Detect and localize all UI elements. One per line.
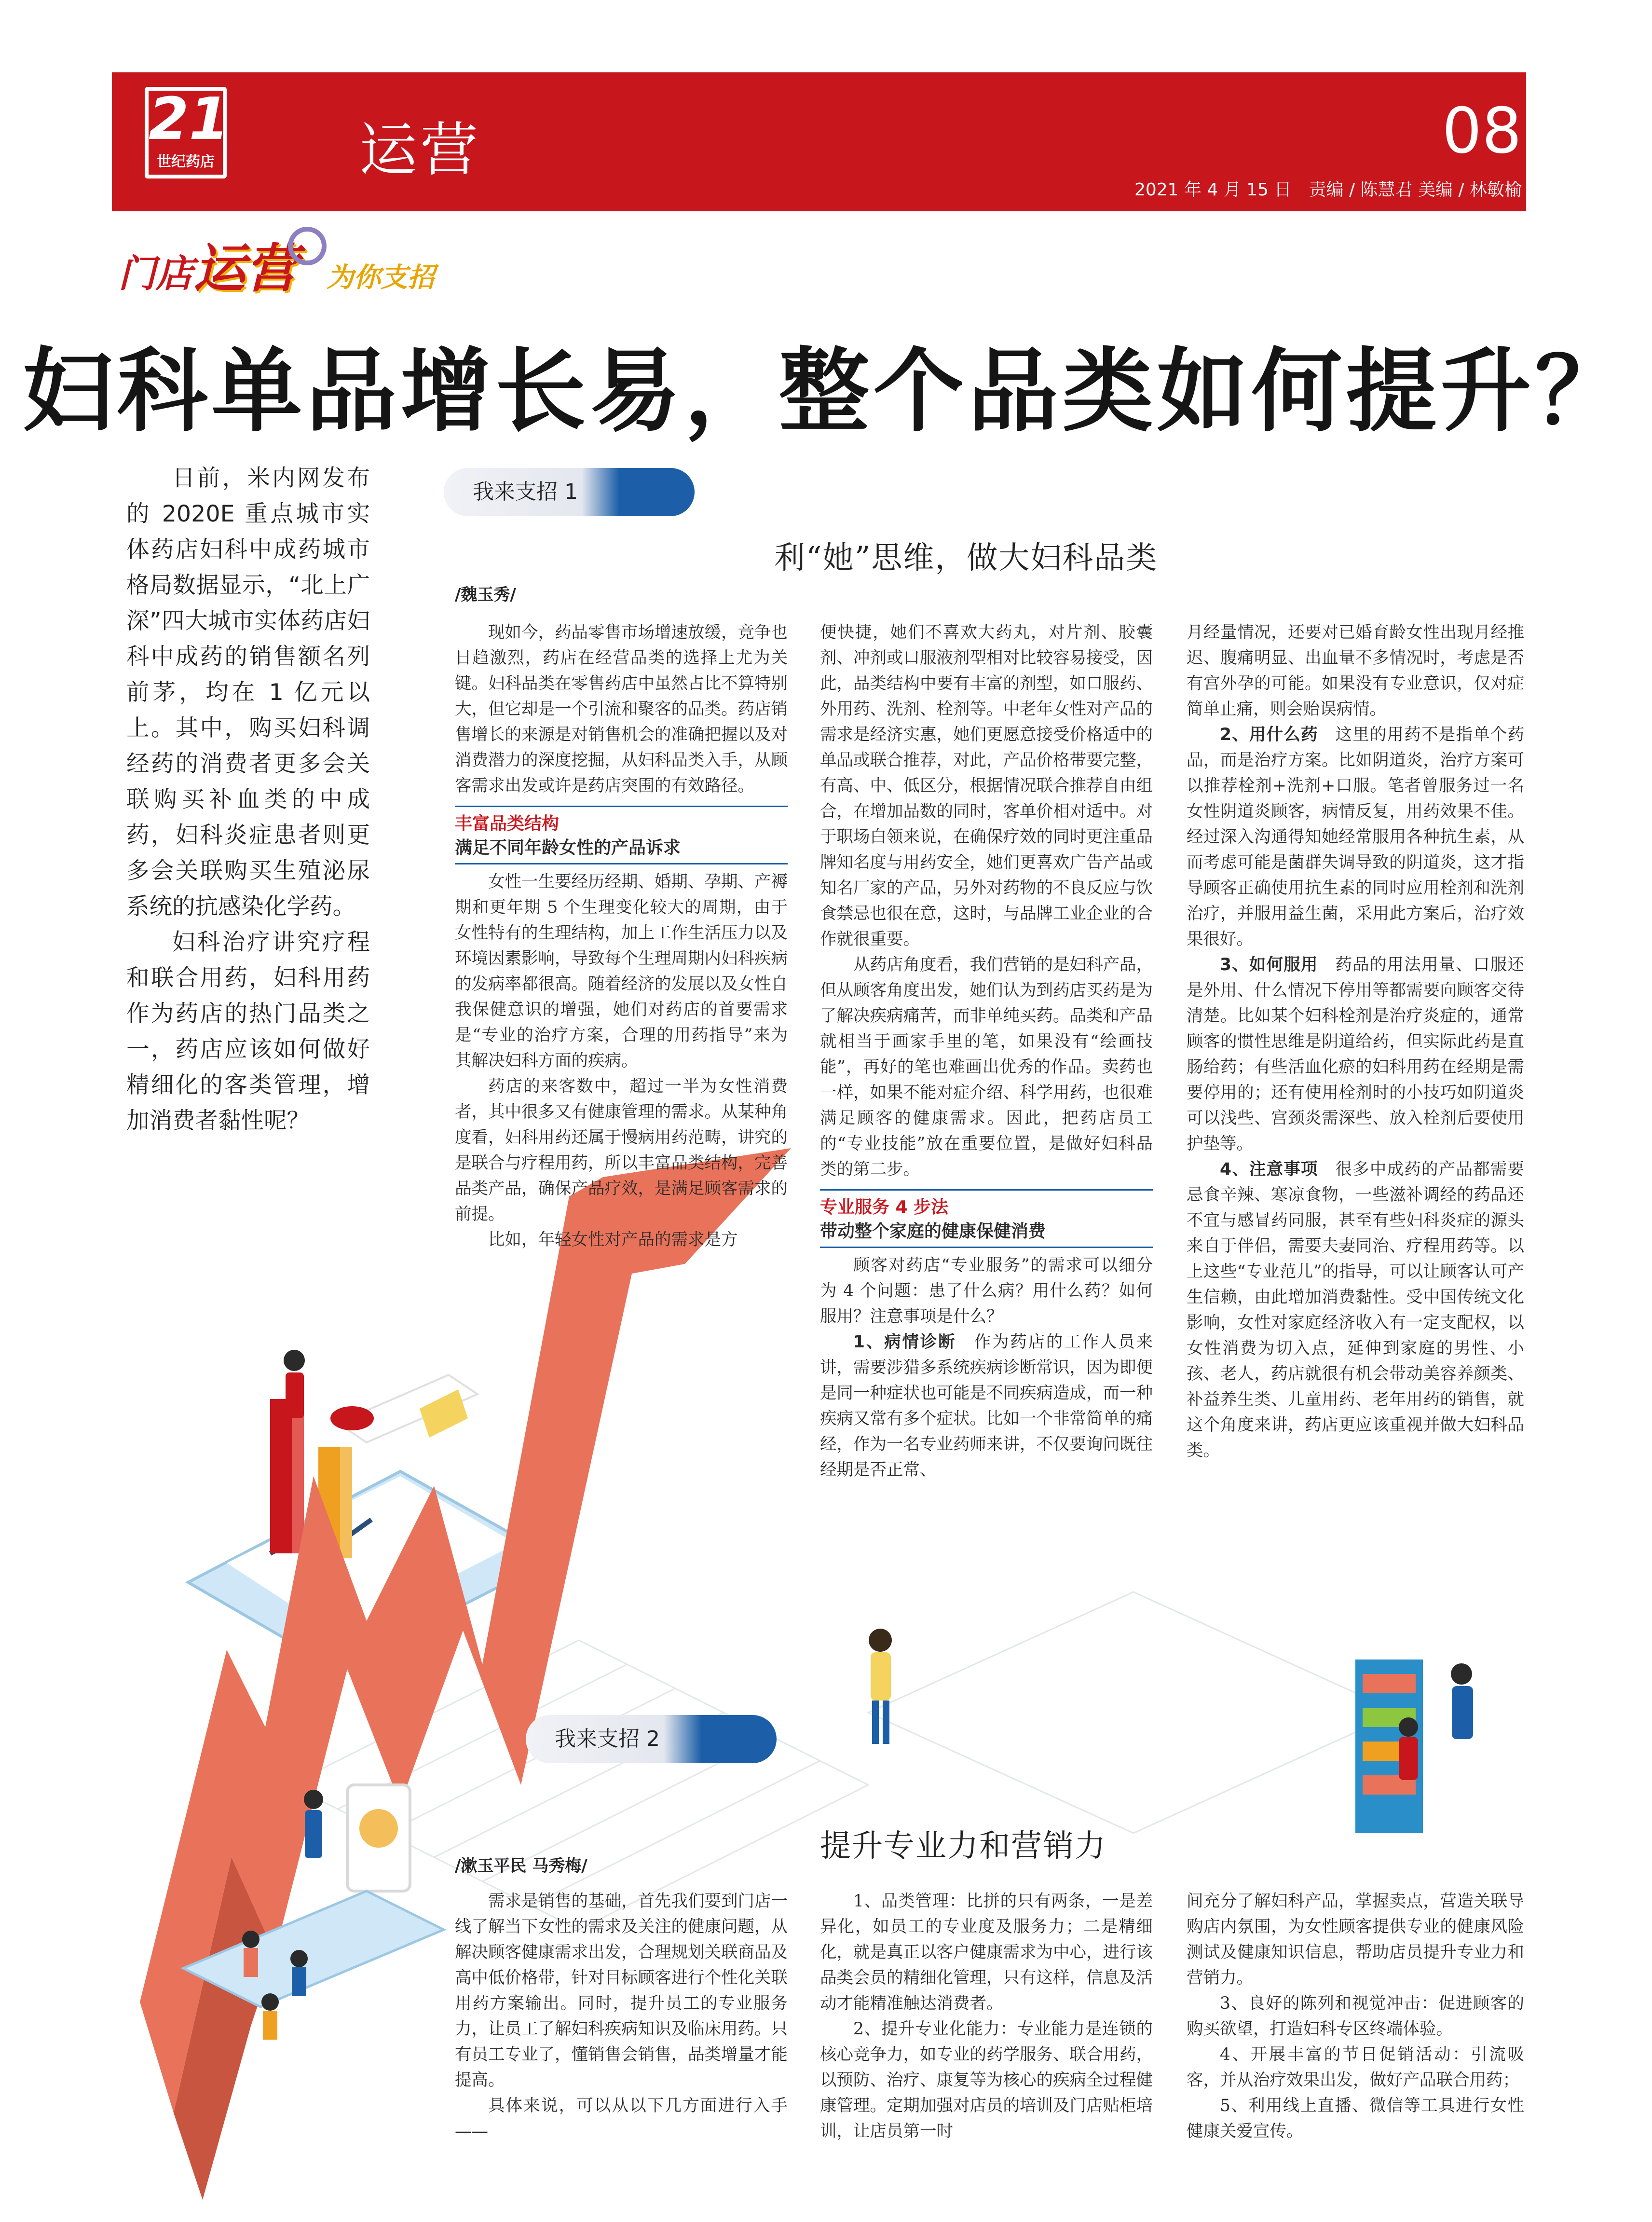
logo-number: 21 xyxy=(149,86,229,153)
person-standing-icon xyxy=(284,1350,305,1418)
step-text: 作为药店的工作人员来讲，需要涉猎多系统疾病诊断常识，因为即便是同一种症状也可能是不同疾病造成，而一种疾病又常有多个症状。比如一个非常简单的痛经，作为一名专业药师来讲，不仅要询问既往经期是否正常、 xyxy=(820,1332,1153,1480)
tip2-column-3 xyxy=(1187,1889,1524,2144)
pharmacy-shelf-icon xyxy=(1355,1660,1473,1833)
paragraph: 药店的来客数中，超过一半为女性消费者，其中很多又有健康管理的需求。从某种角度看，妇科用药还属于慢病用药范畴，讲究的是联合与疗程用药，所以丰富品类结构，完善品类产品，确保产品疗效，是满足顾客需求的前提。 xyxy=(455,1077,788,1224)
tip1-column-3 xyxy=(1187,620,1524,1464)
section-heading-title: 带动整个家庭的健康保健消费 xyxy=(820,1220,1153,1248)
tip1-subtitle: 利“她”思维，做大妇科品类 xyxy=(774,540,1158,576)
paragraph xyxy=(1187,722,1524,952)
step-label: 1、病情诊断 xyxy=(853,1332,956,1352)
paragraph: 便快捷，她们不喜欢大药丸，对片剂、胶囊剂、冲剂或口服液剂型相对比较容易接受，因此，品类结构中要有丰富的剂型，如口服药、外用药、洗剂、栓剂等。中老年女性对产品的需求是经济实惠，她们更愿意接受价格适中的单品或联合推荐，对此，产品价格带要完整，有高、中、低区分，根据情况联合推荐自由组合，在增加品数的同时，客单价相对适中。对于职场白领来说，在确保疗效的同时更注重品牌知名度与用药安全，她们更喜欢广告产品或知名厂家的产品，另外对药物的不良反应与饮食禁忌也很在意，这时，与品牌工业企业的合作就很重要。 xyxy=(820,623,1153,949)
section-heading-title: 满足不同年龄女性的产品诉求 xyxy=(455,836,788,864)
woman-standing-icon xyxy=(869,1629,892,1744)
section-heading-red: 丰富品类结构 xyxy=(455,814,560,834)
step-label: 3、如何服用 xyxy=(1220,955,1318,974)
pie-chart-card xyxy=(330,1375,478,1442)
step-text: 药品的用法用量、口服还是外用、什么情况下停用等都需要向顾客交待清楚。比如某个妇科栓剂是治疗炎症的，通常顾客的惯性思维是阴道给药，但实际此药是直肠给药；有些活血化瘀的妇科用药在经期是需要停用的；还有使用栓剂时的小技巧如阴道炎可以浅些、宫颈炎需深些、放入栓剂后要使用护垫等。 xyxy=(1187,955,1524,1153)
page-number: 08 xyxy=(1442,94,1522,167)
paragraph: 1、品类管理：比拼的只有两条，一是差异化，如员工的专业度及服务力；二是精细化，就是真正以客户健康需求为中心，进行该品类会员的精细化管理，只有这样，信息及活动才能精准触达消费者。 xyxy=(820,1892,1153,2013)
tip1-label-pill xyxy=(444,468,695,516)
intro-paragraph: 日前，米内网发布的 2020E 重点城市实体药店妇科中成药城市格局数据显示，“北上广深”四大城市实体药店妇科中成药的销售额名列前茅，均在 1 亿元以上。其中，购买妇科调经药的消费者更多会关联购买补血类的中成药，妇科炎症患者则更多会关联购买生殖泌尿系统的抗感染化学药。 xyxy=(126,465,370,920)
dateline: 2021 年 4 月 15 日 责编 / 陈慧君 美编 / 林敏榆 xyxy=(1134,180,1522,200)
tip2-byline: /漱玉平民 马秀梅/ xyxy=(455,1856,587,1876)
tip1-label: 我来支招 1 xyxy=(473,480,578,504)
paragraph: 3、良好的陈列和视觉冲击：促进顾客的购买欲望，打造妇科专区终端体验。 xyxy=(1187,1994,1524,2039)
section-heading-1 xyxy=(455,806,788,864)
paragraph xyxy=(820,1330,1153,1483)
step-label: 4、注意事项 xyxy=(1220,1160,1318,1179)
paragraph: 具体来说，可以从以下几方面进行入手—— xyxy=(455,2096,788,2141)
section-heading-red: 专业服务 4 步法 xyxy=(820,1197,949,1217)
paragraph: 月经量情况，还要对已婚育龄女性出现月经推迟、腹痛明显、出血量不多情况时，考虑是否有宫外孕的可能。如果没有专业意识，仅对症简单止痛，则会贻误病情。 xyxy=(1187,623,1524,719)
paragraph: 4、开展丰富的节日促销活动：引流吸客，并从治疗效果出发，做好产品联合用药； xyxy=(1187,2045,1524,2090)
tip2-label-pill xyxy=(526,1715,777,1763)
tip2-column-1 xyxy=(455,1889,788,2144)
tip2-subtitle: 提升专业力和营销力 xyxy=(820,1828,1106,1864)
tip1-column-2 xyxy=(820,620,1153,1483)
column-logo-part2: 运营 xyxy=(193,239,298,299)
tip1-column-1 xyxy=(455,620,788,1253)
tip2-column-2 xyxy=(820,1889,1153,2144)
step-text: 这里的用药不是指单个药品，而是治疗方案。比如阴道炎，治疗方案可以推荐栓剂+洗剂+口服。笔者曾服务过一名女性阴道炎顾客，病情反复，用药效果不佳。经过深入沟通得知她经常服用各种抗生素，从而考虑可能是菌群失调导致的阴道炎，这才指导顾客正确使用抗生素的同时应用栓剂和洗剂治疗，并服用益生菌，采用此方案后，治疗效果很好。 xyxy=(1187,725,1524,949)
paragraph: 2、提升专业化能力：专业能力是连锁的核心竞争力，如专业的药学服务、联合用药，以预防、治疗、康复等为核心的疾病全过程健康管理。定期加强对店员的培训及门店贴柜培训，让店员第一时 xyxy=(820,2019,1153,2141)
column-logo-part3: 为你支招 xyxy=(327,262,435,293)
intro-paragraph: 妇科治疗讲究疗程和联合用药，妇科用药作为药店的热门品类之一，药店应该如何做好精细化的客类管理，增加消费者黏性呢？ xyxy=(126,929,370,1134)
paragraph: 现如今，药品零售市场增速放缓，竞争也日趋激烈，药店在经营品类的选择上尤为关键。妇科品类在零售药店中虽然占比不算特别大，但它却是一个引流和聚客的品类。药店销售增长的来源是对销售机会的准确把握以及对消费潜力的深度挖掘，从妇科品类入手，从顾客需求出发或许是药店突围的有效路径。 xyxy=(455,623,788,796)
page-headline: 妇科单品增长易，整个品类如何提升？ xyxy=(22,338,1630,444)
presenter-icon xyxy=(304,1785,410,1891)
tip1-byline: /魏玉秀/ xyxy=(455,585,516,604)
paragraph xyxy=(1187,952,1524,1157)
paragraph: 从药店角度看，我们营销的是妇科产品，但从顾客角度出发，她们认为到药店买药是为了解决疾病痛苦，而非单纯买药。品类和产品就相当于画家手里的笔，如果没有“绘画技能”，再好的笔也难画出优秀的作品。卖药也一样，如果不能对症介绍、科学用药，也很难满足顾客的健康需求。因此，把药店员工的“专业技能”放在重要位置，是做好妇科品类的第二步。 xyxy=(820,955,1153,1179)
section-heading-2 xyxy=(820,1189,1153,1248)
step-text: 很多中成药的产品都需要忌食辛辣、寒凉食物，一些滋补调经的药品还不宜与感冒药同服，甚至有些妇科炎症的源头来自于伴侣，需要夫妻同治、疗程用药等。以上这些“专业范儿”的指导，可以让顾客认可产生信赖，由此增加消费黏性。受中国传统文化影响，女性对家庭经济收入有一定支配权，以女性消费为切入点，延伸到家庭的男性、小孩、老人，药店就很有机会带动美容养颜类、补益养生类、儿童用药、老年用药的销售，就这个角度来讲，药店更应该重视并做大妇科品类。 xyxy=(1187,1160,1524,1460)
step-label: 2、用什么药 xyxy=(1220,725,1318,744)
paragraph: 女性一生要经历经期、婚期、孕期、产褥期和更年期 5 个生理变化较大的周期，由于女性特有的生理结构，加上工作生活压力以及环境因素影响，导致每个生理周期内妇科疾病的发病率都很高。随着经济的发展以及女性自我保健意识的增强，她们对药店的首要需求是“专业的治疗方案，合理的用药指导”来为其解决妇科方面的疾病。 xyxy=(455,872,788,1070)
paragraph: 顾客对药店“专业服务”的需求可以细分为 4 个问题：患了什么病？用什么药？如何服用？注意事项是什么？ xyxy=(820,1256,1153,1326)
paragraph: 需求是销售的基础，首先我们要到门店一线了解当下女性的需求及关注的健康问题，从解决顾客健康需求出发，合理规划关联商品及高中低价格带，针对目标顾客进行个性化关联用药方案输出。同时，提升员工的专业服务力，让员工了解妇科疾病知识及临床用药。只有员工专业了，懂销售会销售，品类增量才能提高。 xyxy=(455,1892,788,2090)
paragraph xyxy=(1187,1157,1524,1464)
paragraph: 比如，年轻女性对产品的需求是方 xyxy=(488,1230,738,1249)
tip2-label: 我来支招 2 xyxy=(555,1727,660,1751)
paragraph: 间充分了解妇科产品，掌握卖点，营造关联导购店内氛围，为女性顾客提供专业的健康风险测试及健康知识信息，帮助店员提升专业力和营销力。 xyxy=(1187,1892,1524,1988)
column-logo-part1: 门店 xyxy=(118,252,194,296)
section-title: 运营 xyxy=(359,117,481,184)
logo-text: 世纪药店 xyxy=(157,153,215,170)
paragraph: 5、利用线上直播、微信等工具进行女性健康关爱宣传。 xyxy=(1187,2096,1524,2141)
